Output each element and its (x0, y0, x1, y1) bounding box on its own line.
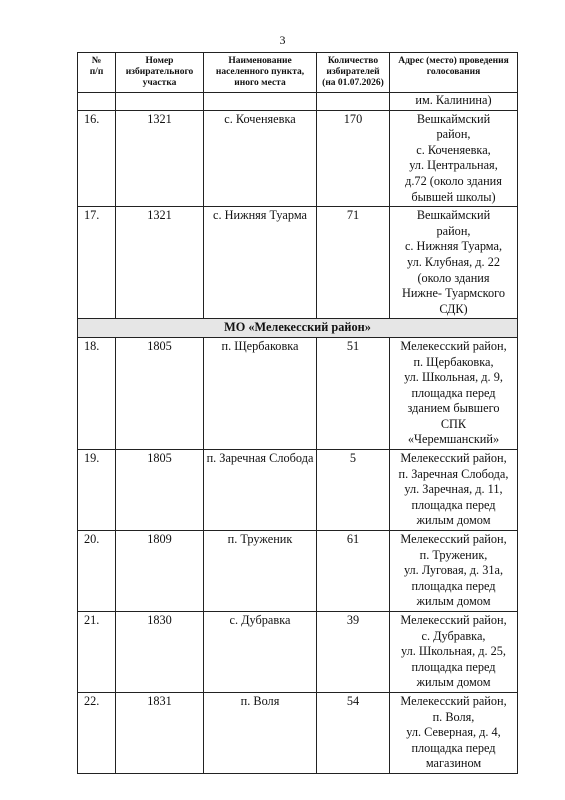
locality-name: с. Нижняя Туарма (204, 207, 317, 319)
voter-count: 5 (317, 450, 390, 531)
address-line: д.72 (около здания (405, 173, 502, 188)
address-line: площадка перед (411, 659, 496, 674)
table-row (78, 612, 518, 693)
address-line: жилым домом (416, 675, 491, 690)
address-line: Мелекесский район, (400, 338, 507, 353)
address-line: ул. Центральная, (409, 158, 498, 173)
address-line: п. Заречная Слобода, (398, 466, 509, 481)
table-row (78, 207, 518, 319)
address-line: бывшей школы) (411, 189, 496, 204)
page-number: 3 (279, 33, 286, 47)
address-line: с. Коченяевка, (416, 142, 491, 157)
voting-address (390, 110, 518, 207)
table-row (78, 337, 518, 449)
station-number: 1321 (116, 110, 204, 207)
voter-count: 51 (317, 337, 390, 449)
row-number: 21. (78, 612, 116, 693)
table-header-row (78, 53, 518, 93)
address-line: район, (436, 127, 471, 142)
address-line: район, (436, 223, 471, 238)
continuation-address: им. Калинина) (390, 93, 518, 111)
address-line: ул. Заречная, д. 11, (404, 482, 503, 497)
section-row (78, 319, 518, 338)
address-line: ул. Школьная, д. 9, (404, 370, 503, 385)
address-line: ул. Школьная, д. 25, (401, 644, 506, 659)
header-locality: Наименование населенного пункта, иного места (204, 53, 317, 93)
voting-address (390, 337, 518, 449)
row-number: 19. (78, 450, 116, 531)
address-line: площадка перед (411, 385, 496, 400)
address-line: п. Воля, (432, 709, 475, 724)
voting-address (390, 207, 518, 319)
voting-address (390, 450, 518, 531)
address-line: жилым домом (416, 513, 491, 528)
address-line: п. Щербаковка, (413, 354, 494, 369)
station-number: 1809 (116, 531, 204, 612)
row-number: 17. (78, 207, 116, 319)
address-line: ул. Луговая, д. 31а, (403, 563, 504, 578)
locality-name: п. Труженик (204, 531, 317, 612)
voter-count: 71 (317, 207, 390, 319)
address-line: ул. Северная, д. 4, (406, 725, 501, 740)
row-number: 16. (78, 110, 116, 207)
address-line: СДК) (439, 301, 468, 316)
header-num: № п/п (78, 53, 116, 93)
voter-count: 39 (317, 612, 390, 693)
locality-name: с. Коченяевка (204, 110, 317, 207)
address-line: магазином (425, 756, 482, 771)
address-line: Нижне- Туармского (401, 286, 506, 301)
voting-address (390, 612, 518, 693)
header-address: Адрес (место) проведения голосования (390, 53, 518, 93)
table-row (78, 692, 518, 773)
locality-name: п. Заречная Слобода (204, 450, 317, 531)
address-line: Мелекесский район, (400, 693, 507, 708)
table-row (78, 110, 518, 207)
address-line: площадка перед (411, 578, 496, 593)
locality-name: п. Щербаковка (204, 337, 317, 449)
row-number: 20. (78, 531, 116, 612)
address-line: Мелекесский район, (400, 613, 507, 627)
voting-address (390, 531, 518, 612)
table-row (78, 531, 518, 612)
address-line: ул. Клубная, д. 22 (406, 254, 501, 269)
station-number: 1830 (116, 612, 204, 693)
row-number: 22. (78, 692, 116, 773)
address-line: п. Труженик, (419, 547, 488, 562)
address-line: площадка перед (411, 740, 496, 755)
voter-count: 61 (317, 531, 390, 612)
voter-count: 170 (317, 110, 390, 207)
voter-count: 54 (317, 692, 390, 773)
address-line: Мелекесский район, (400, 532, 507, 547)
address-line: с. Дубравка, (421, 628, 486, 643)
continuation-row (78, 93, 518, 111)
address-line: с. Нижняя Туарма, (404, 239, 503, 254)
address-line: (около здания (417, 270, 490, 285)
table-row (78, 450, 518, 531)
station-number: 1321 (116, 207, 204, 319)
address-line: Вешкаймский (416, 111, 491, 126)
voting-address (390, 692, 518, 773)
polling-stations-table (77, 52, 518, 774)
section-title: МО «Мелекесский район» (78, 319, 518, 338)
header-voters: Количество избирателей (на 01.07.2026) (317, 53, 390, 93)
station-number: 1805 (116, 450, 204, 531)
locality-name: с. Дубравка (204, 612, 317, 693)
address-line: жилым домом (416, 594, 491, 609)
station-number: 1805 (116, 337, 204, 449)
row-number: 18. (78, 337, 116, 449)
address-line: Вешкаймский (416, 208, 491, 223)
address-line: площадка перед (411, 497, 496, 512)
address-line: СПК (440, 416, 467, 431)
station-number: 1831 (116, 692, 204, 773)
header-station: Номер избирательного участка (116, 53, 204, 93)
address-line: Мелекесский район, (400, 451, 507, 466)
address-line: «Черемшанский» (407, 432, 500, 447)
address-line: зданием бывшего (407, 401, 500, 416)
locality-name: п. Воля (204, 692, 317, 773)
